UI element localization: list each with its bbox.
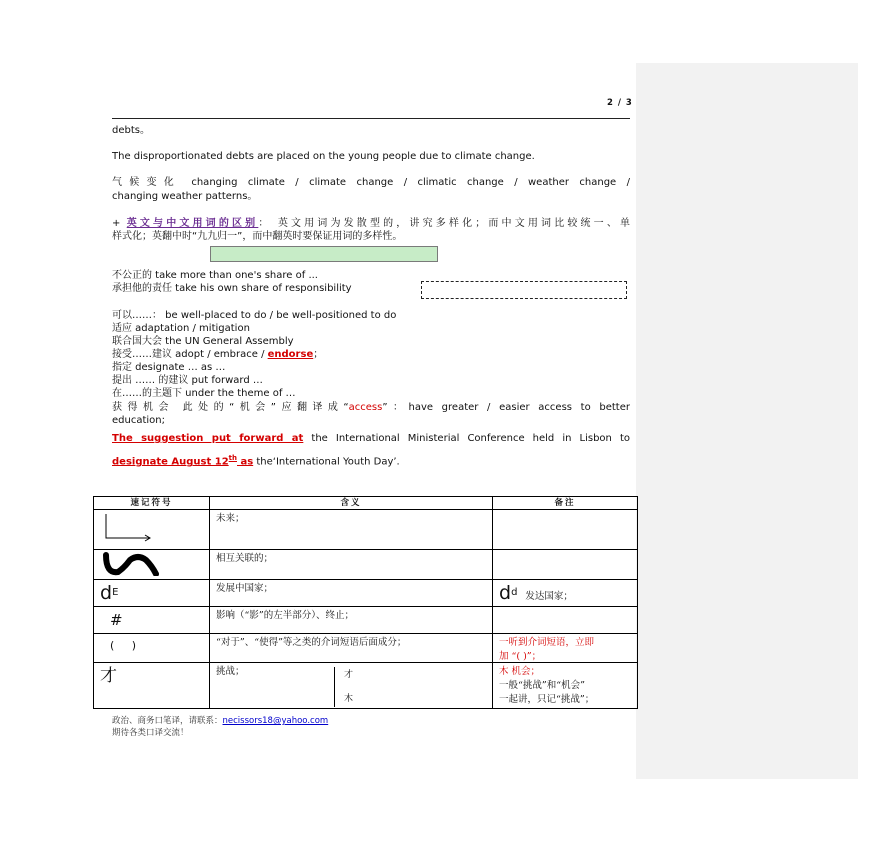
plus-marker: + (112, 218, 127, 229)
table-row (94, 663, 638, 709)
note-text: 发达国家； (525, 591, 573, 602)
note-cell (493, 607, 638, 634)
symbol-cell (94, 580, 210, 607)
text-span: 接受……建议 adopt / embrace / (112, 349, 268, 360)
text-line (112, 217, 630, 230)
symbol-cell (94, 510, 210, 550)
parenthesis-symbol: ( ) (110, 639, 137, 652)
comments-pane (636, 63, 858, 779)
meaning-cell (210, 663, 493, 709)
text-line: 指定 designate … as … (112, 362, 226, 373)
superscript: th (228, 454, 237, 462)
text-span: the‘International Youth Day’. (253, 456, 400, 468)
text-line: 气候变化 changing climate / climate change / climatic change / weather change / (112, 177, 630, 188)
highlight-phrase: as (237, 456, 254, 468)
email-link[interactable]: necissors18@yahoo.com (222, 716, 329, 726)
text-span: ； (313, 349, 324, 360)
symbol-sup: E (112, 586, 119, 598)
meaning-cell: 未来； (210, 510, 493, 550)
comment-box (421, 281, 627, 299)
table-row (94, 634, 638, 663)
symbol-cell (94, 607, 210, 634)
interrelated-wave-icon (100, 550, 162, 576)
hash-symbol: # (110, 611, 123, 629)
text-line: The disproportionated debts are placed on the young people due to climate change. (112, 151, 535, 162)
section-link[interactable]: 英文与中文用词的区别 (126, 218, 259, 229)
note-line: 一起讲，只记“挑战”； (499, 694, 595, 705)
note-cell (493, 510, 638, 550)
text-line: 提出 …… 的建议 put forward … (112, 375, 263, 386)
note-cell (493, 580, 638, 607)
header-rule (112, 118, 630, 119)
text-line: changing weather patterns。 (112, 191, 258, 202)
footer-contact (112, 716, 328, 727)
table-row (94, 580, 638, 607)
highlight-box (210, 246, 438, 262)
note-sup: d (511, 586, 518, 598)
note-line: 一听到介词短语，立即 (499, 637, 595, 648)
note-cell (493, 634, 638, 663)
text-span: 获得机会 此处的“机会”应翻译成“ (112, 402, 349, 413)
meaning-cell: “对于”、“使得”等之类的介词短语后面成分； (210, 634, 493, 663)
meaning-cell: 相互关联的； (210, 550, 493, 580)
future-arrow-icon (100, 510, 156, 542)
text-line: 适应 adaptation / mitigation (112, 323, 250, 334)
text-line: 联合国大会 the UN General Assembly (112, 336, 294, 347)
inner-symbol: 才 (344, 670, 354, 680)
highlight-phrase: designate August 12 (112, 456, 229, 468)
footer-text: 政治、商务口笔译，请联系： (112, 716, 223, 726)
text-line (112, 348, 323, 361)
text-span: the International Ministerial Conference held in Lisbon to (303, 433, 630, 444)
table-header: 速记符号 (94, 497, 210, 510)
note-symbol: d (499, 582, 512, 604)
challenge-symbol: 才 (100, 666, 117, 686)
symbol-text: d (100, 582, 113, 604)
table-header: 含义 (210, 497, 493, 510)
symbol-cell (94, 663, 210, 709)
table-header: 备注 (493, 497, 638, 510)
table-header-row (94, 497, 638, 510)
text-line (112, 401, 630, 414)
text-line: 在……的主题下 under the theme of … (112, 388, 296, 399)
table-row (94, 510, 638, 550)
inner-symbol: 木 (344, 694, 354, 704)
meaning-cell: 发展中国家； (210, 580, 493, 607)
meaning-cell: 影响（“影”的左半部分）、终止； (210, 607, 493, 634)
text-line: education; (112, 415, 165, 426)
footer-text: 期待各类口译交流！ (112, 728, 189, 738)
inner-divider (334, 667, 335, 707)
text-line: 承担他的责任 take his own share of responsibility (112, 283, 352, 294)
text-line (112, 452, 400, 468)
text-span: ： 英文用词为发散型的，讲究多样化；而中文用词比较统一、单 (258, 218, 630, 229)
note-line: 加 “( )”； (499, 651, 542, 662)
symbol-cell (94, 550, 210, 580)
note-cell (493, 663, 638, 709)
text-span: ”：have greater / easier access to better (382, 402, 630, 413)
note-line: 一般“挑战”和“机会” (499, 680, 585, 691)
text-line: debts。 (112, 125, 150, 136)
note-cell (493, 550, 638, 580)
shorthand-table (93, 496, 638, 709)
text-line (112, 432, 630, 445)
symbol-cell (94, 634, 210, 663)
highlight-word: endorse (267, 349, 314, 360)
highlight-phrase: The suggestion put forward at (112, 433, 304, 444)
text-line: 不公正的 take more than one's share of ... (112, 270, 318, 281)
text-line: 样式化；英翻中时“九九归一”，而中翻英时要保证用词的多样性。 (112, 231, 403, 242)
meaning-text: 挑战； (216, 666, 245, 677)
highlight-word: access (348, 402, 383, 413)
note-line: 木 机会； (499, 666, 541, 677)
page-number: 2 / 3 (607, 98, 633, 108)
text-line: 可以……： be well-placed to do / be well-positioned to do (112, 310, 397, 321)
table-row (94, 550, 638, 580)
table-row (94, 607, 638, 634)
